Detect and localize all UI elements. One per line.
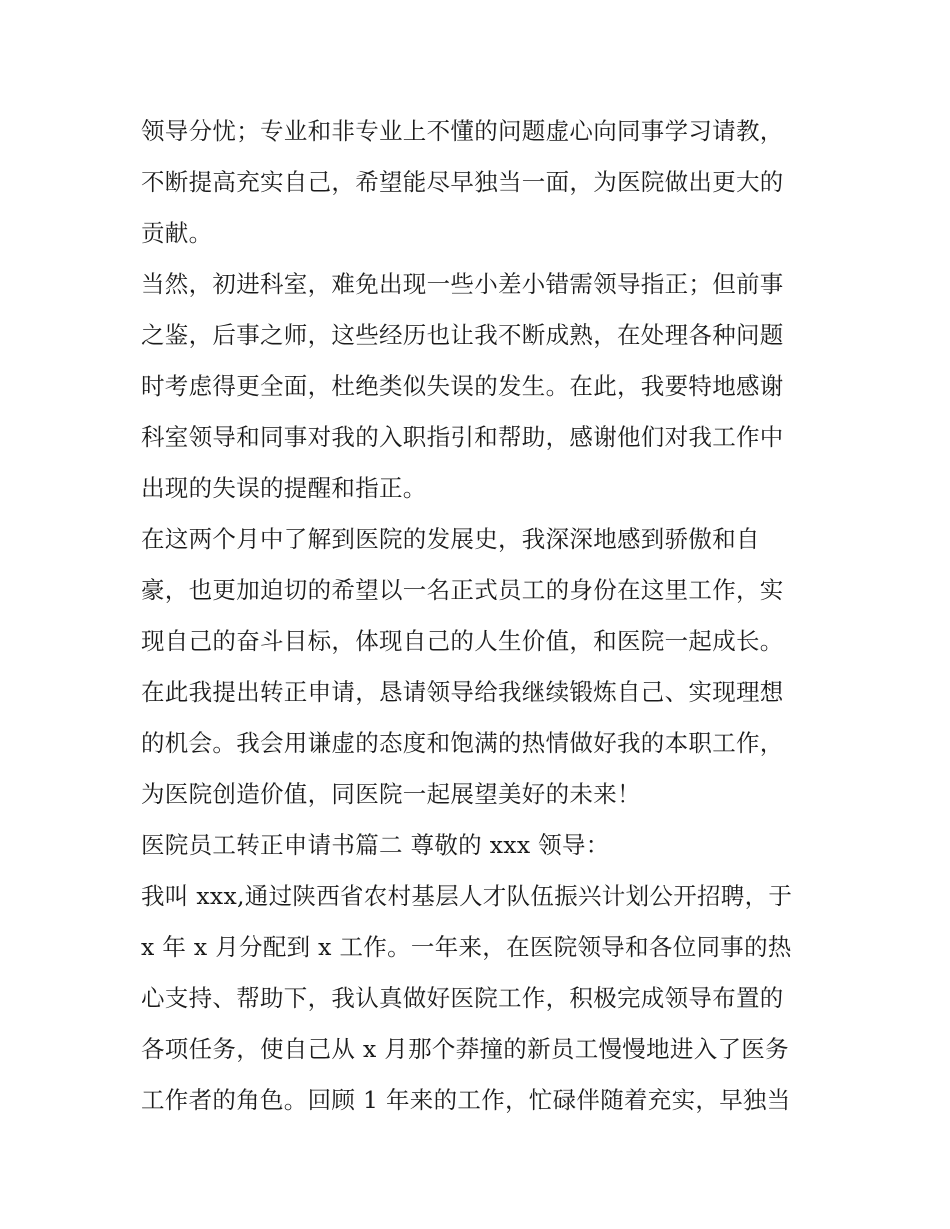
text-line: 时考虑得更全面，杜绝类似失误的发生。在此，我要特地感谢 [141, 372, 784, 400]
text-line: x 年 x 月分配到 x 工作。一年来，在医院领导和各位同事的热 [141, 933, 792, 961]
text-line: 现自己的奋斗目标，体现自己的人生价值，和医院一起成长。 [141, 627, 784, 655]
text-line: 为医院创造价值，同医院一起展望美好的未来！ [141, 780, 641, 808]
document-body [141, 106, 821, 1126]
text-line: 心支持、帮助下，我认真做好医院工作，积极完成领导布置的 [141, 984, 784, 1012]
text-line: 豪，也更加迫切的希望以一名正式员工的身份在这里工作，实 [141, 576, 784, 604]
text-line: 出现的失误的提醒和指正。 [141, 474, 427, 502]
text-line: 科室领导和同事对我的入职指引和帮助，感谢他们对我工作中 [141, 423, 784, 451]
text-line: 不断提高充实自己，希望能尽早独当一面，为医院做出更大的 [141, 168, 784, 196]
text-line: 之鉴，后事之师，这些经历也让我不断成熟，在处理各种问题 [141, 321, 784, 349]
text-line: 在这两个月中了解到医院的发展史，我深深地感到骄傲和自 [141, 525, 760, 553]
text-line: 我叫 xxx,通过陕西省农村基层人才队伍振兴计划公开招聘，于 [141, 882, 793, 910]
text-line: 当然，初进科室，难免出现一些小差小错需领导指正；但前事 [141, 270, 784, 298]
text-line: 贡献。 [141, 219, 213, 247]
text-line: 工作者的角色。回顾 1 年来的工作，忙碌伴随着充实，早独当 [141, 1086, 791, 1114]
text-line: 的机会。我会用谦虚的态度和饱满的热情做好我的本职工作， [141, 729, 784, 757]
section-heading: 医院员工转正申请书篇二 尊敬的 xxx 领导： [141, 831, 610, 859]
text-line: 各项任务，使自己从 x 月那个莽撞的新员工慢慢地进入了医务 [141, 1035, 789, 1063]
text-line: 在此我提出转正申请，恳请领导给我继续锻炼自己、实现理想 [141, 678, 784, 706]
text-line: 领导分忧；专业和非专业上不懂的问题虚心向同事学习请教， [141, 117, 784, 145]
